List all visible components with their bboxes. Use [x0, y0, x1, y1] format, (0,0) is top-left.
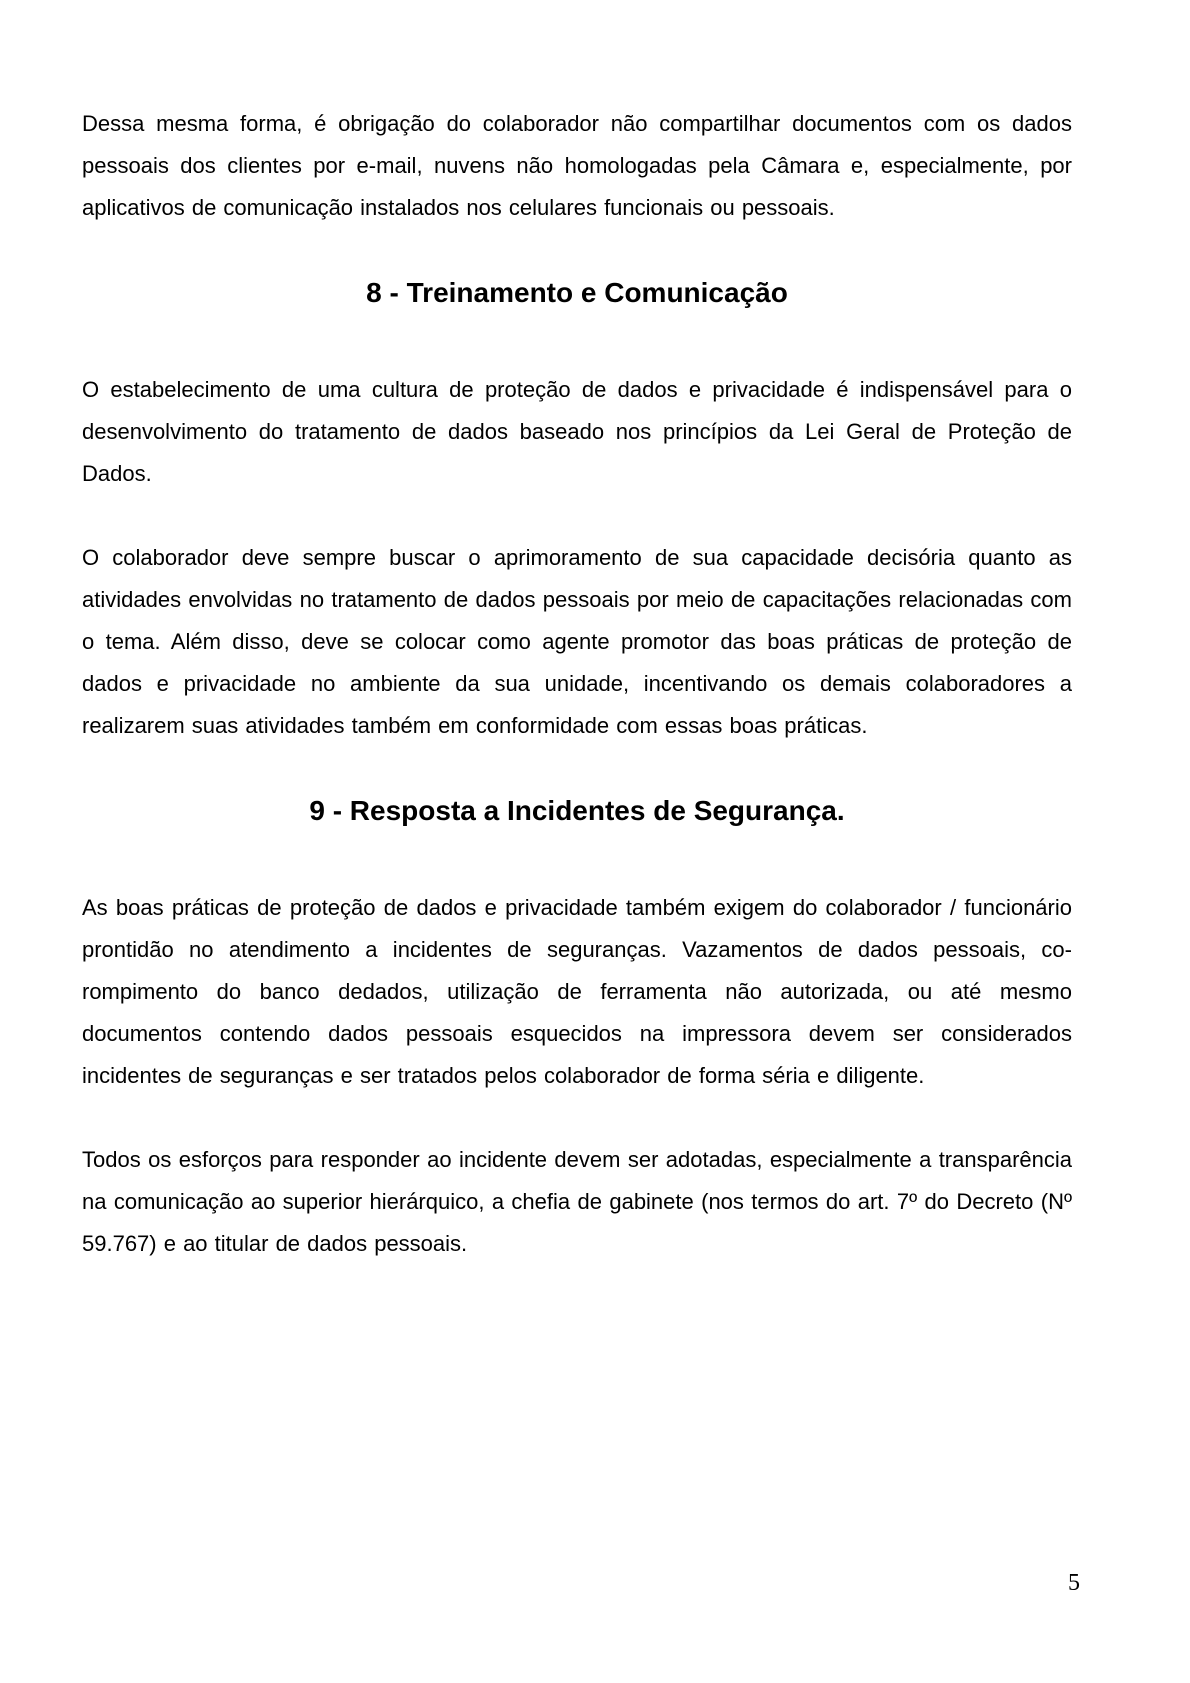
page-number: 5: [1068, 1570, 1080, 1596]
paragraph-sharing-obligation: Dessa mesma forma, é obrigação do colaborador não compartilhar documentos com os dados pessoais dos clientes por e-mail, nuvens não homologadas pela Câmara e, especialmente, por aplicativos de comunicação instalados nos celulares funcionais ou pessoais.: [82, 111, 1072, 220]
paragraph-incidentes-seguranca: As boas práticas de proteção de dados e privacidade também exigem do colaborador / funcionário prontidão no atendimento a incidentes de seguranças. Vazamentos de dados pessoais, co-rompimento do banco dedados, utilização de ferramenta não autorizada, ou até mesmo documentos contendo dados pessoais esquecidos na impressora devem ser considerados incidentes de seguranças e ser tratados pelos colaborador de forma séria e diligente.: [82, 895, 1072, 1088]
section-heading-resposta-incidentes: 9 - Resposta a Incidentes de Segurança.: [309, 795, 845, 826]
paragraph-cultura-protecao-dados: O estabelecimento de uma cultura de proteção de dados e privacidade é indispensável para o desenvolvimento do tratamento de dados baseado nos princípios da Lei Geral de Proteção de Dados.: [82, 377, 1072, 486]
section-heading-treinamento-comunicacao: 8 - Treinamento e Comunicação: [366, 277, 788, 308]
paragraph-esforcos-resposta: Todos os esforços para responder ao incidente devem ser adotadas, especialmente a transparência na comunicação ao superior hierárquico, a chefia de gabinete (nos termos do art. 7º do Decreto (Nº 59.767) e ao titular de dados pessoais.: [82, 1147, 1072, 1256]
paragraph-aprimoramento-capacitacao: O colaborador deve sempre buscar o aprimoramento de sua capacidade decisória quanto as atividades envolvidas no tratamento de dados pessoais por meio de capacitações relacionadas com o tema. Além disso, deve se colocar como agente promotor das boas práticas de proteção de dados e privacidade no ambiente da sua unidade, incentivando os demais colaboradores a realizarem suas atividades também em conformidade com essas boas práticas.: [82, 545, 1072, 738]
